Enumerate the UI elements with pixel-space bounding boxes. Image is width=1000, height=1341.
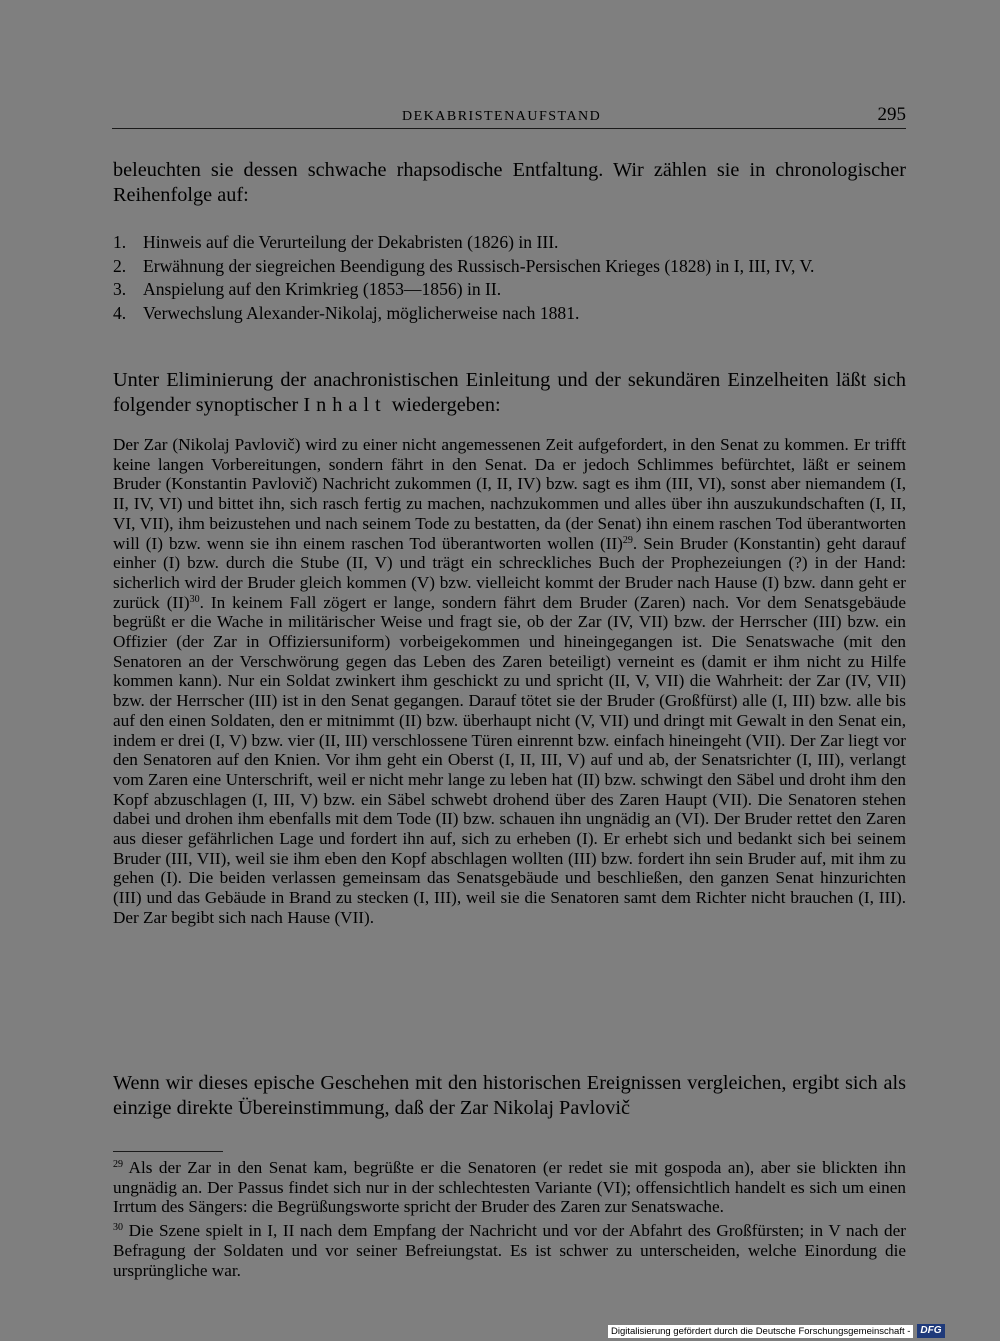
- anachronism-list: [113, 232, 906, 326]
- list-item: [113, 232, 906, 254]
- page-number: 295: [877, 104, 906, 125]
- list-item: [113, 303, 906, 325]
- intro-paragraph: beleuchten sie dessen schwache rhapsodische Entfaltung. Wir zählen sie in chronologischer Reihenfolge auf:: [113, 159, 906, 206]
- running-header: [112, 104, 906, 128]
- footnote-number: 30: [113, 1222, 123, 1234]
- synopsis-intro-before: Unter Eliminierung der anachronistischen Einleitung und der sekundären Einzelheiten läßt sich folgender synoptischer: [113, 369, 906, 416]
- dfg-footer: [608, 1324, 945, 1338]
- footnote-30: [113, 1221, 906, 1280]
- footnote-number: 29: [113, 1159, 123, 1170]
- synopsis-text-part2: . Sein Bruder (Konstantin) geht darauf einher (I) bzw. durch die Stube (II, V) und trägt ein schreckliches Buch der Prophezeiungen (?) in der Hand: sicherlich wird der Bruder gleich kommen (V) bzw. vielleicht kommt der Bruder nach Hause (I) bzw. dann geht er zurück (II): [113, 533, 906, 612]
- conclusion-paragraph: Wenn wir dieses epische Geschehen mit den historischen Ereignissen vergleichen, ergibt sich als einzige direkte Übereinstimmung, daß der Zar Nikolaj Pavlovič: [113, 1072, 906, 1119]
- list-item-number: 1.: [113, 232, 127, 252]
- footnote-rule: [113, 1151, 223, 1152]
- running-title: DEKABRISTENAUFSTAND: [402, 109, 602, 124]
- list-item-text: Erwähnung der siegreichen Beendigung des Russisch-Persischen Krieges (1828) in I, III, IV, V.: [143, 255, 815, 276]
- list-item-text: Verwechslung Alexander-Nikolaj, möglicherweise nach 1881.: [143, 302, 580, 323]
- header-rule: [112, 128, 906, 129]
- list-item: [113, 256, 906, 278]
- synopsis-intro-paragraph: [113, 368, 906, 418]
- list-item-text: Hinweis auf die Verurteilung der Dekabristen (1826) in III.: [143, 232, 559, 252]
- inhalt-emphasis: Inhalt: [303, 394, 387, 416]
- dfg-logo: DFG: [917, 1324, 944, 1338]
- footnote-text: Die Szene spielt in I, II nach dem Empfang der Nachricht und vor der Abfahrt des Großfürsten; in V nach der Befragung der Soldaten und vor seiner Befreiungstat. Es ist schwer zu unterscheiden, welche Einordung die ursprüngliche war.: [113, 1221, 907, 1280]
- footnotes: [113, 1158, 906, 1280]
- list-item-number: 2.: [113, 255, 127, 276]
- synopsis-text-part1: Der Zar (Nikolaj Pavlovič) wird zu einer nicht angemessenen Zeit aufgefordert, in den Senat zu kommen. Er trifft keine langen Vorbereitungen, sondern fährt in den Senat. Da er jedoch Schlimmes befürchtet, läßt er seinem Bruder (Konstantin Pavlovič) Nachricht zukommen (I, II, IV) bzw. sagt es ihm (III, VI), sonst aber niemandem (I, II, IV, VI) und bittet ihn, sich rasch fertig zu machen, nachzukommen und alles über ihn auszukundschaften (I, II, VI, VII), ihm beizustehen und nach seinem Tode zu bestatten, da (der Senat) ihn einem raschen Tod überantworten will (I) bzw. wenn sie ihn einem raschen Tod überantworten wollen (II): [113, 435, 906, 553]
- footnote-text: Als der Zar in den Senat kam, begrüßte er die Senatoren (er redet sie mit gospoda an), aber sie blickten ihn ungnädig an. Der Passus findet sich nur in der schlechtesten Variante (VI); offensichtlich handelt es sich um einen Irrtum des Sängers: die Begrüßungsworte spricht der Bruder des Zaren zur Senatswache.: [113, 1158, 906, 1217]
- list-item-number: 3.: [113, 279, 127, 299]
- footnote-ref-30[interactable]: 30: [189, 593, 200, 605]
- synopsis-text-part3: . In keinem Fall zögert er lange, sondern fährt dem Bruder (Zaren) nach. Vor dem Senatsgebäude begrüßt er die Wache in militärischer Weise und fragt sie, ob der Zar (IV, VII) bzw. der Herrscher (III) bzw. ein Offizier (der Zar in Offiziersuniform) vorbeigekommen und hineingegangen ist. Die Senatswache (mit den Senatoren an der Verschwörung gegen das Leben des Zaren beteiligt) verneint es (damit er ihm nicht zu Hilfe kommen kann). Nur ein Soldat zwinkert ihm geschickt zu und spricht (II, V, VII) die Wahrheit: der Zar (IV, VII) bzw. der Herrscher (III) ist in den Senat gegangen. Darauf tötet sie der Bruder (Großfürst) alle (I, III) bzw. alle bis auf den einen Soldaten, den er mitnimmt (II) bzw. überhaupt nicht (V, VII) und dringt mit Gewalt in den Senat ein, indem er drei (I, V) bzw. vier (II, III) verschlossene Türen einrennt bzw. einfach hineingeht (VII). Der Zar liegt vor den Senatoren auf den Knien. Vor ihm geht ein Oberst (I, II, III, V) auf und ab, der Senatsrichter (I, III), verlangt vom Zaren eine Unterschrift, weil er nicht mehr lange zu leben hat (II) bzw. schwingt den Säbel und droht ihm den Kopf abzuschlagen (I, III, V) bzw. ein Säbel schwebt drohend über des Zaren Haupt (VII). Die Senatoren stehen dabei und drohen ihm ebenfalls mit dem Tode (II) bzw. schauen ihn ungnädig an (VI). Der Bruder rettet den Zaren aus dieser gefährlichen Lage und fordert ihn auf, sich zu erheben (I). Er erhebt sich und bedankt sich bei seinem Bruder (III, VII), weil sie ihm eben den Kopf abschlagen wollten (III) bzw. fordert ihn sein Bruder auf, mit ihm zu gehen (I). Die beiden verlassen gemeinsam das Senatsgebäude und beschließen, den ganzen Senat hinzurichten (III) und das Gebäude in Brand zu stecken (I, III), weil sie die Senatoren samt dem Richter nicht brauchen (I, III). Der Zar begibt sich nach Hause (VII).: [113, 592, 906, 927]
- synopsis-intro-after: wiedergeben:: [386, 394, 501, 416]
- list-item-number: 4.: [113, 302, 127, 323]
- footer-text: Digitalisierung gefördert durch die Deutsche Forschungsgemeinschaft -: [608, 1325, 913, 1338]
- footnote-ref-29[interactable]: 29: [622, 534, 633, 546]
- list-item: [113, 279, 906, 301]
- list-item-text: Anspielung auf den Krimkrieg (1853—1856) in II.: [143, 279, 502, 299]
- footnote-29: [113, 1158, 906, 1217]
- synopsis-paragraph: [113, 435, 906, 928]
